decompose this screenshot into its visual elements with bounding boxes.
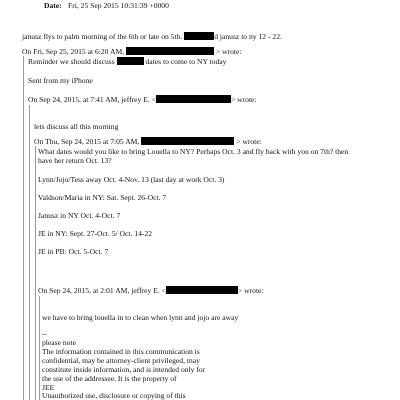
date-value: Fri, 25 Sep 2015 10:31:39 +0000 [68,1,169,10]
quote1-attribution-a: On Fri, Sep 25, 2015 at 6:20 AM, [22,47,125,56]
schedule-line: Janusz in NY Oct. 4-Oct. 7 [38,211,121,220]
redaction-box [117,57,144,65]
disclaimer-line: confidential, may be attorney-client privileged, may [42,356,200,365]
quote2-attribution-b: > wrote: [230,95,257,104]
quote2-body: lets discuss all this morning [34,122,119,131]
quote3-attribution-a: On Thu, Sep 24, 2015 at 7:05 AM, [34,137,140,146]
please-note: please note [42,338,76,347]
quote1-body-a: Reminder we should discuss [28,57,115,66]
quote-rule-1 [23,56,24,400]
disclaimer-line: Unauthorized use, disclosure or copying of this [42,391,186,400]
disclaimer-line: the use of the addressee. It is the property of [42,374,177,383]
quote4-attribution-a: On Sep 24, 2015, at 2:01 AM, jeffrey E. < [38,286,166,295]
disclaimer-line: The information contained in this communication is [42,347,200,356]
quote4-body: we have to bring louella in to clean when lynn and jojo are away [42,313,239,322]
schedule-line: JE in NY: Sept. 27-Oct. 5/ Oct. 14-22 [38,229,153,238]
disclaimer-line: constitute inside information, and is intended only for [42,365,206,374]
quote2-attribution [28,95,257,104]
date-label: Date: [44,1,62,10]
schedule-line: JE in PB: Oct. 5-Oct. 7 [38,247,109,256]
schedule-line: Lynn/Jojo/Tess away Oct. 4-Nov. 13 (last day at work Oct. 3) [38,175,225,184]
quote1-attribution-b: > wrote: [215,47,242,56]
schedule-line: Valdson/Maria in NY: Sat. Sept. 26-Oct. 7 [38,193,167,202]
redaction-box [141,137,234,145]
signature-dashes: -- [42,329,48,338]
quote-rule-3 [35,146,36,400]
quote-rule-2 [29,105,30,400]
quote4-attribution [38,286,264,295]
message-text-a: janusz flys to palm morning of the 6th or late on 5th. [22,32,183,41]
disclaimer-line: JEE [42,383,55,392]
quote1-body [28,57,226,66]
redaction-box [166,286,238,294]
redaction-box [156,95,231,103]
quote3-question-line-1: What dates would you like to bring Louella to NY? Perhaps Oct. 3 and fly back with you on 7th? then [38,147,349,156]
message-line [22,32,282,41]
quote1-attribution [22,47,242,56]
redaction-box [184,32,214,40]
quote3-attribution-b: > wrote: [236,137,262,146]
quote2-attribution-a: On Sep 24, 2015, at 7:41 AM, jeffrey E. < [28,95,156,104]
quote3-question-line-2: have her return Oct. 13? [38,156,112,165]
quote1-body-b: dates to come to NY today [145,57,227,66]
redaction-box [126,47,214,55]
quote4-attribution-b: > wrote: [237,286,264,295]
quote3-attribution [34,137,262,146]
quote-rule-4 [39,296,40,400]
message-text-b: d janusz to ny 12 - 22. [214,32,282,41]
quote1-signature: Sent from my iPhone [28,76,93,85]
